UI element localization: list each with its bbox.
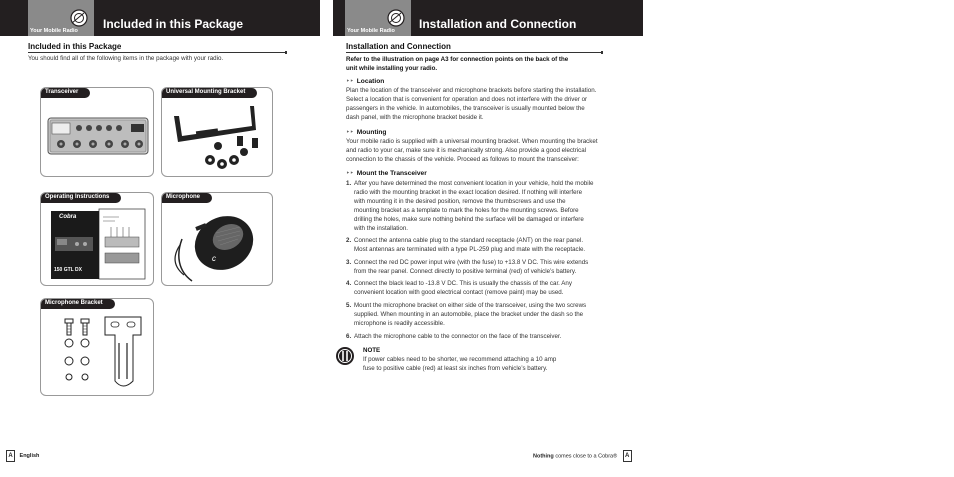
step-line: microphone is readily accessible. bbox=[354, 320, 445, 327]
note-label: NOTE bbox=[363, 347, 381, 354]
right-page-header bbox=[333, 0, 643, 36]
step-number: 1. bbox=[346, 180, 352, 187]
mount-transceiver-heading: ‣‣ Mount the Transceiver bbox=[346, 170, 427, 177]
section-rule bbox=[346, 52, 602, 53]
step-line: Connect the red DC power input wire (with the fuse) to +13.8 V DC. This wire extends bbox=[354, 259, 589, 266]
location-line: Select a location that is convenient for operation and does not interfere with the driver or bbox=[346, 96, 588, 103]
page-title: Installation and Connection bbox=[419, 17, 577, 31]
step-number: 5. bbox=[346, 302, 352, 309]
header-tab-label: Your Mobile Radio bbox=[30, 28, 78, 34]
arrow-icon: ‣‣ bbox=[346, 129, 354, 136]
mounting-line: connection to the chassis of the vehicle. Proceed as follows to mount the transceiver: bbox=[346, 156, 579, 163]
footer-language: English bbox=[19, 453, 40, 460]
step-number: 6. bbox=[346, 333, 352, 340]
microphone-bracket-image bbox=[49, 313, 149, 393]
step-line: Attach the microphone cable to the connector on the face of the transceiver. bbox=[354, 333, 562, 340]
step-number: 4. bbox=[346, 280, 352, 287]
page-number-box: A bbox=[6, 450, 15, 462]
manual-model: 150 GTL DX bbox=[54, 267, 82, 273]
footer-tagline-bold: Nothing bbox=[533, 453, 554, 460]
step-line: convenient location with good electrical contact (remove paint) may be used. bbox=[354, 289, 564, 296]
item-card-microphone bbox=[161, 192, 273, 286]
footer-tagline: comes close to a Cobra® bbox=[555, 453, 618, 460]
section-title: Included in this Package bbox=[28, 42, 122, 51]
step-line: drilling the holes, make sure nothing behind the surface will be damaged or interfere bbox=[354, 216, 584, 223]
left-page-header bbox=[0, 0, 320, 36]
header-tab bbox=[28, 0, 94, 36]
intro-text: You should find all of the following items in the package with your radio. bbox=[28, 55, 224, 62]
item-label-transceiver: Transceiver bbox=[41, 88, 90, 98]
item-card-transceiver bbox=[40, 87, 154, 177]
section-rule bbox=[28, 52, 286, 53]
note-line: fuse to positive cable (red) at least six inches from vehicle’s battery. bbox=[363, 365, 548, 372]
page-number-box: A bbox=[623, 450, 632, 462]
location-line: dash panel, with the microphone bracket beside it. bbox=[346, 114, 484, 121]
left-page bbox=[0, 0, 320, 477]
left-footer bbox=[6, 450, 39, 462]
location-heading: ‣‣ Location bbox=[346, 78, 385, 85]
intro-line-2: unit while installing your radio. bbox=[346, 65, 438, 72]
location-line: passengers in the vehicle. In automobiles, the transceiver is usually mounted below the bbox=[346, 105, 585, 112]
radio-dial-icon bbox=[70, 9, 88, 27]
item-card-microphone-bracket bbox=[40, 298, 154, 396]
manual-brand: Cobra bbox=[59, 214, 77, 220]
step-number: 2. bbox=[346, 237, 352, 244]
right-page bbox=[333, 0, 643, 477]
radio-dial-icon bbox=[387, 9, 405, 27]
mounting-line: and radio to your car, make sure it is mechanically strong. Also provide a good electrical bbox=[346, 147, 587, 154]
step-line: supplied. When mounting in an automobile, place the bracket under the dash so the bbox=[354, 311, 584, 318]
step-number: 3. bbox=[346, 259, 352, 266]
note-icon bbox=[335, 346, 355, 366]
mounting-bracket-image bbox=[166, 102, 270, 174]
location-line: Plan the location of the transceiver and microphone brackets before starting the installation. bbox=[346, 87, 597, 94]
item-label-microphone-bracket: Microphone Bracket bbox=[41, 299, 115, 309]
step-line: Most antennas are terminated with a type PL-259 plug and mate with the receptacle. bbox=[354, 246, 586, 253]
step-line: Connect the antenna cable plug to the standard receptacle (ANT) on the rear panel. bbox=[354, 237, 584, 244]
svg-text:c: c bbox=[212, 254, 216, 263]
step-line: mounting bracket as a template to mark the holes for the mounting screws. Before bbox=[354, 207, 579, 214]
step-line: with mounting it in the desired position, remove the thumbscrews and use the bbox=[354, 198, 566, 205]
step-line: radio with the mounting bracket in the exact location desired. If nothing will interfere bbox=[354, 189, 583, 196]
header-tab bbox=[345, 0, 411, 36]
item-card-mounting-bracket bbox=[161, 87, 273, 177]
microphone-image bbox=[168, 205, 268, 285]
intro-line-1: Refer to the illustration on page A3 for connection points on the back of the bbox=[346, 56, 569, 63]
item-label-mounting-bracket: Universal Mounting Bracket bbox=[162, 88, 257, 98]
header-tab-label: Your Mobile Radio bbox=[347, 28, 395, 34]
transceiver-image bbox=[47, 114, 151, 158]
item-label-operating-instructions: Operating Instructions bbox=[41, 193, 121, 203]
arrow-icon: ‣‣ bbox=[346, 170, 354, 177]
page-title: Included in this Package bbox=[103, 17, 244, 31]
item-label-microphone: Microphone bbox=[162, 193, 212, 203]
mounting-line: Your mobile radio is supplied with a universal mounting bracket. When mounting the bracket bbox=[346, 138, 598, 145]
step-line: After you have determined the most convenient location in your vehicle, hold the mobile bbox=[354, 180, 594, 187]
step-line: Connect the black lead to -13.8 V DC. This is usually the chassis of the car. Any bbox=[354, 280, 572, 287]
item-card-operating-instructions bbox=[40, 192, 154, 286]
right-footer bbox=[533, 450, 632, 462]
note-line: If power cables need to be shorter, we recommend attaching a 10 amp bbox=[363, 356, 557, 363]
step-line: from the rear panel. Connect directly to positive terminal (red) of vehicle’s battery. bbox=[354, 268, 577, 275]
section-title: Installation and Connection bbox=[346, 42, 451, 51]
arrow-icon: ‣‣ bbox=[346, 78, 354, 85]
step-line: Mount the microphone bracket on either side of the transceiver, using the two screws bbox=[354, 302, 587, 309]
step-line: with the installation. bbox=[354, 225, 408, 232]
mounting-heading: ‣‣ Mounting bbox=[346, 129, 387, 136]
